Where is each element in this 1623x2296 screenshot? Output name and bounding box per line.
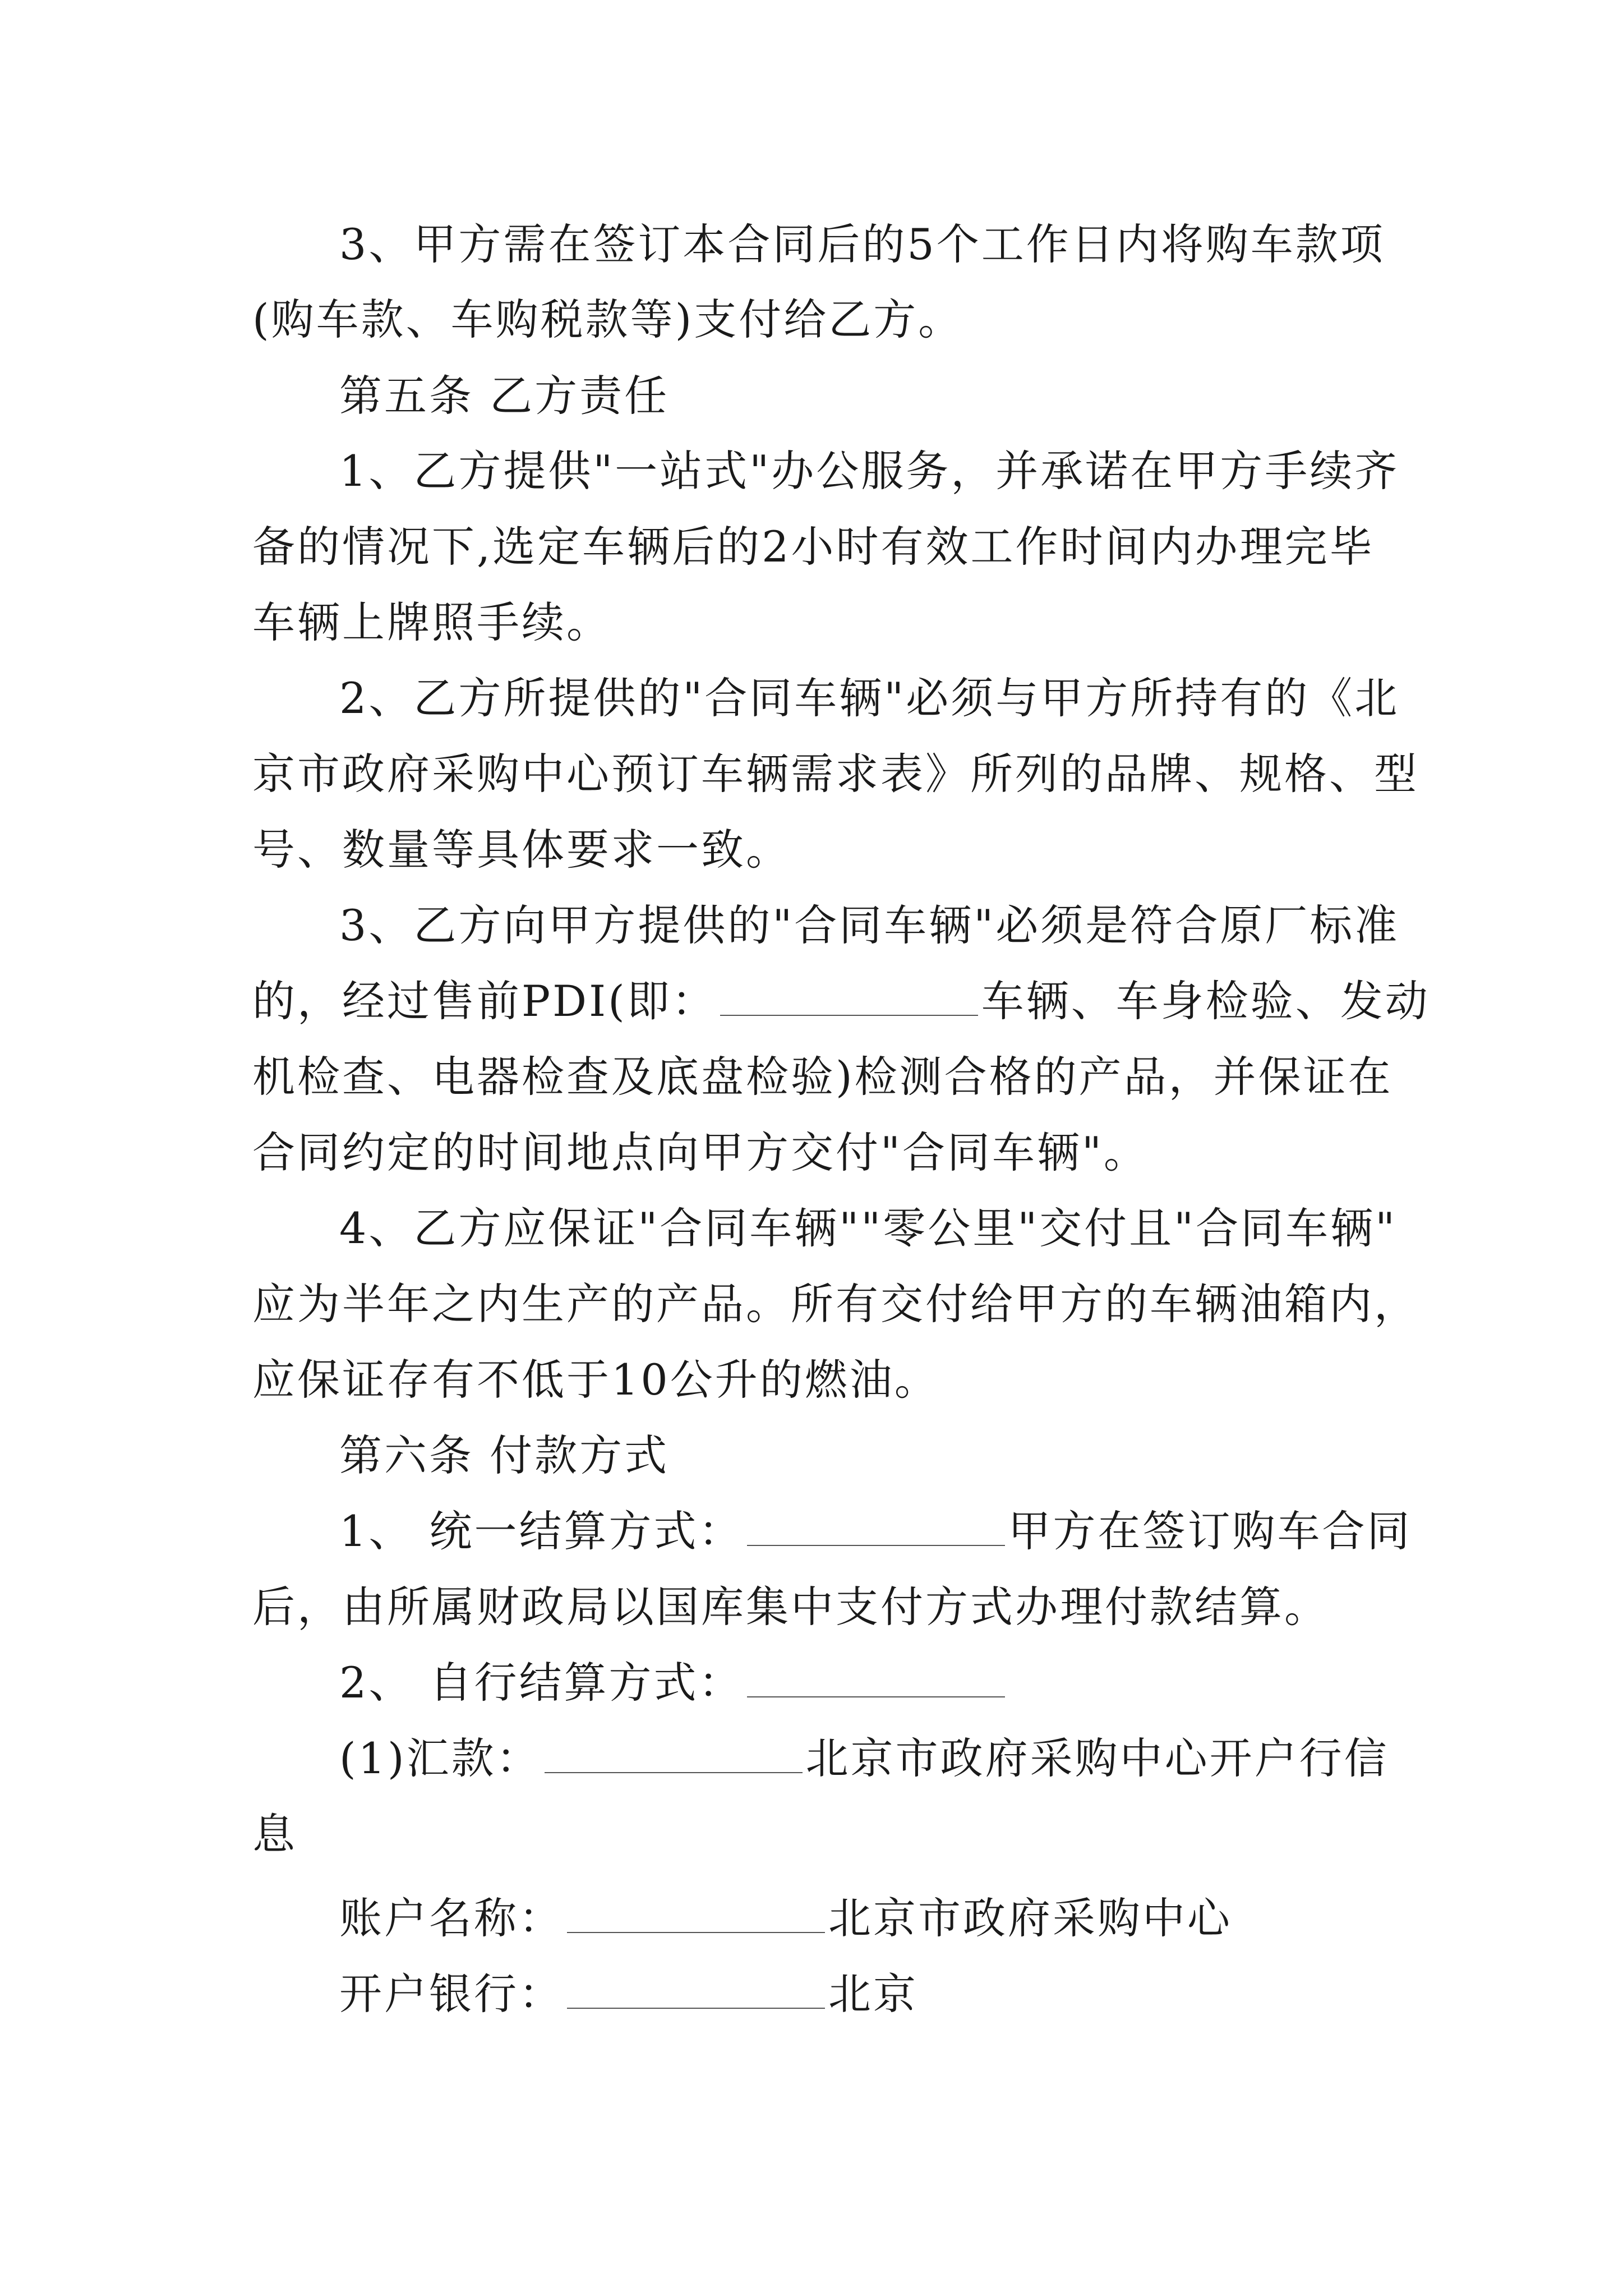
text-segment: 北京市政府采购中心开户行信 bbox=[805, 1733, 1389, 1783]
text-line: 3、乙方向甲方提供的"合同车辆"必须是符合原厂标准 bbox=[339, 900, 1400, 950]
text-segment: 甲方在签订购车合同 bbox=[1008, 1506, 1412, 1556]
text-line: 备的情况下,选定车辆后的2小时有效工作时间内办理完毕 bbox=[252, 522, 1375, 572]
fill-in-blank bbox=[747, 1506, 1005, 1546]
account-name-label: 账户名称： bbox=[339, 1893, 564, 1943]
text-line: 应为半年之内生产的产品。所有交付给甲方的车辆油箱内， bbox=[252, 1279, 1419, 1329]
text-segment: 的，经过售前PDI(即： bbox=[252, 976, 717, 1026]
text-line: 京市政府采购中心预订车辆需求表》所列的品牌、规格、型 bbox=[252, 749, 1419, 799]
bank-label: 开户银行： bbox=[339, 1969, 564, 2019]
fill-in-blank bbox=[545, 1733, 803, 1773]
text-line: 1、乙方提供"一站式"办公服务，并承诺在甲方手续齐 bbox=[339, 446, 1400, 496]
text-line: 机检查、电器检查及底盘检验)检测合格的产品，并保证在 bbox=[252, 1052, 1393, 1102]
text-line: (购车款、车购税款等)支付给乙方。 bbox=[252, 295, 963, 344]
fill-in-blank bbox=[567, 1968, 825, 2009]
text-line: 后，由所属财政局以国库集中支付方式办理付款结算。 bbox=[252, 1582, 1329, 1632]
text-segment: 2、 自行结算方式： bbox=[339, 1658, 744, 1708]
bank-value: 北京 bbox=[828, 1969, 918, 2019]
text-line: 2、乙方所提供的"合同车辆"必须与甲方所持有的《北 bbox=[339, 673, 1400, 723]
text-line bbox=[339, 1655, 1008, 1711]
article-heading: 第六条 付款方式 bbox=[339, 1430, 670, 1480]
account-name-value: 北京市政府采购中心 bbox=[828, 1893, 1232, 1943]
fill-in-blank bbox=[567, 1893, 825, 1933]
text-line bbox=[339, 1731, 1389, 1787]
text-line bbox=[339, 1503, 1412, 1559]
fill-in-blank bbox=[747, 1657, 1005, 1697]
text-segment: 车辆、车身检验、发动 bbox=[981, 976, 1430, 1026]
text-segment: 1、 统一结算方式： bbox=[339, 1506, 744, 1556]
text-line: 车辆上牌照手续。 bbox=[252, 597, 611, 647]
text-line: 3、甲方需在签订本合同后的5个工作日内将购车款项 bbox=[339, 219, 1385, 269]
text-line bbox=[252, 973, 1430, 1029]
text-line: 号、数量等具体要求一致。 bbox=[252, 825, 791, 875]
text-line: 合同约定的时间地点向甲方交付"合同车辆"。 bbox=[252, 1128, 1149, 1177]
text-line: 应保证存有不低于10公升的燃油。 bbox=[252, 1355, 939, 1405]
article-heading: 第五条 乙方责任 bbox=[339, 371, 670, 421]
text-line: 4、乙方应保证"合同车辆""零公里"交付且"合同车辆" bbox=[339, 1203, 1398, 1253]
fill-in-blank bbox=[720, 976, 978, 1016]
account-name-line bbox=[339, 1890, 1232, 1947]
text-segment: (1)汇款： bbox=[339, 1733, 541, 1783]
bank-line bbox=[339, 1966, 918, 2022]
text-line: 息 bbox=[252, 1809, 297, 1859]
